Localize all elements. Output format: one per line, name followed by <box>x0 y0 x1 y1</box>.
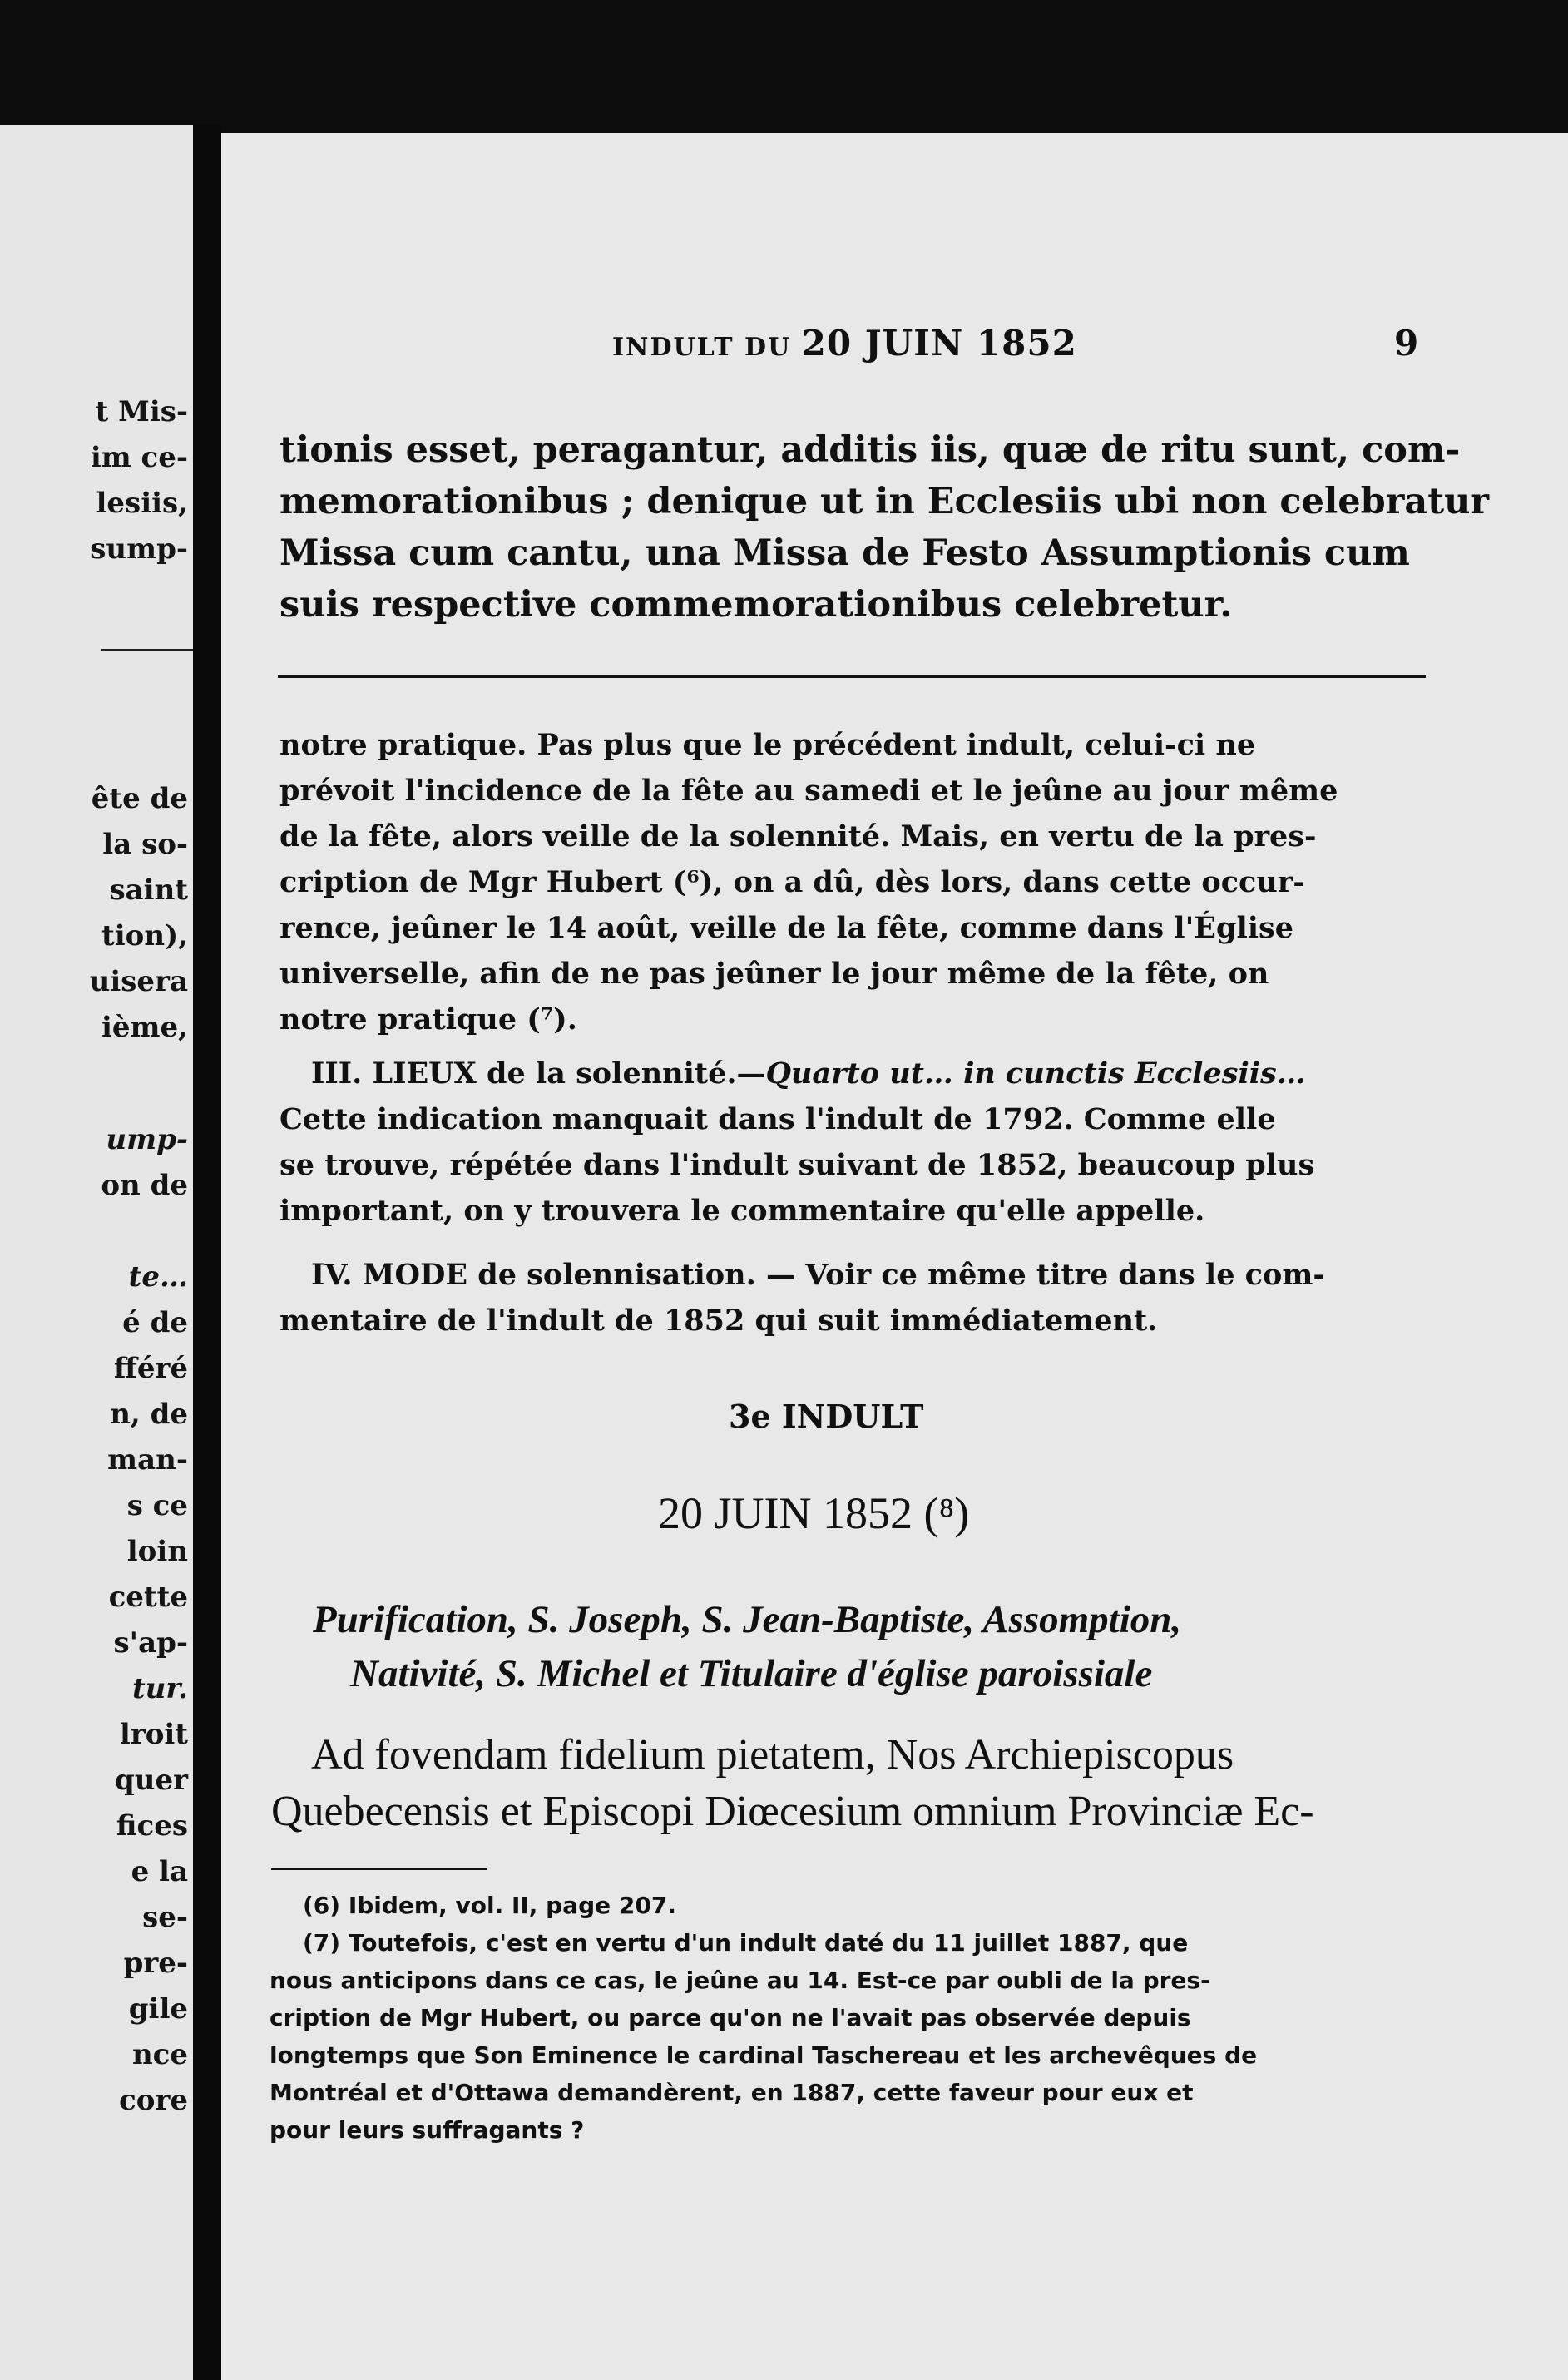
footnote-7-line: (7) Toutefois, c'est en vertu d'un indult daté du 11 juillet 1887, que <box>303 1929 1189 1957</box>
facing-line: pre- <box>123 1947 188 1980</box>
facing-line: é de <box>122 1306 188 1339</box>
section-IV-line: mentaire de l'indult de 1852 qui suit immédiatement. <box>279 1304 1158 1338</box>
facing-line: ête de <box>91 782 188 815</box>
facing-page-fragment <box>0 125 193 2380</box>
third-indult-date-text: 20 JUIN 1852 <box>658 1488 913 1538</box>
section-IV-line: IV. MODE de solennisation. — Voir ce même titre dans le com- <box>311 1258 1325 1292</box>
separator-rule <box>278 675 1426 678</box>
section-III-lead: III. LIEUX de la solennité.— <box>311 1056 766 1091</box>
indult-text-line: Ad fovendam fidelium pietatem, Nos Archiepiscopus <box>311 1731 1234 1779</box>
facing-line: loin <box>126 1535 188 1568</box>
footnote-6: (6) Ibidem, vol. II, page 207. <box>303 1892 676 1919</box>
facing-rule <box>101 649 193 651</box>
latin-line: suis respective commemorationibus celebretur. <box>279 584 1233 626</box>
third-indult-heading: 3e INDULT <box>729 1398 924 1435</box>
commentary-line: notre pratique (⁷). <box>279 1002 577 1037</box>
commentary-line: prévoit l'incidence de la fête au samedi et le jeûne au jour même <box>279 774 1338 808</box>
facing-line: gile <box>128 1992 188 2026</box>
commentary-line: rence, jeûner le 14 août, veille de la fête, comme dans l'Église <box>279 911 1294 945</box>
facing-line: fices <box>116 1809 188 1843</box>
feast-list-line: Nativité, S. Michel et Titulaire d'église paroissiale <box>350 1652 1153 1695</box>
section-III-heading <box>311 1051 1306 1096</box>
facing-line: s ce <box>126 1489 188 1522</box>
facing-line: t Mis- <box>95 395 188 428</box>
commentary-line: cription de Mgr Hubert (⁶), on a dû, dès lors, dans cette occur- <box>279 865 1305 899</box>
facing-line: quer <box>114 1764 188 1797</box>
facing-line: core <box>119 2084 188 2117</box>
facing-line: te… <box>128 1260 188 1294</box>
latin-line: Missa cum cantu, una Missa de Festo Assumptionis cum <box>279 532 1410 574</box>
facing-line: nce <box>131 2038 188 2071</box>
page-number: 9 <box>1394 323 1419 364</box>
facing-line: s'ap- <box>113 1626 188 1660</box>
facing-line: cette <box>108 1581 188 1614</box>
facing-line: lesiis, <box>96 487 188 520</box>
section-III-quote: Quarto ut… in cunctis Ecclesiis… <box>765 1056 1306 1091</box>
running-header-date: 20 JUIN 1852 <box>801 323 1077 364</box>
running-header <box>612 323 1077 364</box>
footnote-7-line: nous anticipons dans ce cas, le jeûne au 14. Est-ce par oubli de la pres- <box>270 1967 1210 1994</box>
facing-line: se- <box>142 1901 188 1934</box>
facing-line: la so- <box>102 828 188 861</box>
facing-line: e la <box>131 1855 188 1888</box>
footnote-rule <box>271 1868 487 1870</box>
running-header-title: INDULT DU <box>612 333 802 362</box>
facing-line: lroit <box>119 1718 188 1751</box>
footnote-7-line: Montréal et d'Ottawa demandèrent, en 1887, cette faveur pour eux et <box>270 2079 1194 2106</box>
feast-list-line: Purification, S. Joseph, S. Jean-Baptiste, Assomption, <box>313 1598 1182 1641</box>
facing-line: tion), <box>101 919 188 952</box>
facing-line: uisera <box>89 965 188 998</box>
facing-line: on de <box>101 1169 188 1202</box>
facing-line: tur. <box>131 1672 188 1705</box>
footnote-7-line: pour leurs suffragants ? <box>270 2116 585 2144</box>
book-gutter <box>193 125 221 2380</box>
footnote-7-line: cription de Mgr Hubert, ou parce qu'on ne l'avait pas observée depuis <box>270 2004 1191 2031</box>
commentary-line: universelle, afin de ne pas jeûner le jour même de la fête, on <box>279 957 1269 991</box>
footnote-7-line: longtemps que Son Eminence le cardinal Taschereau et les archevêques de <box>270 2041 1258 2069</box>
commentary-line: de la fête, alors veille de la solennité. Mais, en vertu de la pres- <box>279 819 1317 854</box>
facing-line: sump- <box>90 532 188 566</box>
third-indult-date-note: (⁸) <box>923 1488 970 1538</box>
facing-line: saint <box>109 873 188 907</box>
facing-line: fféré <box>113 1352 188 1385</box>
third-indult-date <box>658 1487 969 1539</box>
facing-line: n, de <box>110 1398 188 1431</box>
commentary-line: notre pratique. Pas plus que le précédent indult, celui-ci ne <box>279 728 1256 762</box>
section-III-line: Cette indication manquait dans l'indult de 1792. Comme elle <box>279 1102 1276 1136</box>
book-page <box>221 133 1568 2380</box>
indult-text-line: Quebecensis et Episcopi Diœcesium omnium Provinciæ Ec- <box>271 1788 1314 1835</box>
latin-line: memorationibus ; denique ut in Ecclesiis ubi non celebratur <box>279 481 1490 522</box>
section-III-line: se trouve, répétée dans l'indult suivant de 1852, beaucoup plus <box>279 1148 1315 1182</box>
facing-line: man- <box>107 1443 188 1477</box>
facing-line: ième, <box>101 1011 188 1044</box>
section-III-line: important, on y trouvera le commentaire qu'elle appelle. <box>279 1194 1205 1228</box>
facing-line: ump- <box>106 1123 188 1156</box>
facing-line: im ce- <box>90 441 188 474</box>
latin-line: tionis esset, peragantur, additis iis, quæ de ritu sunt, com- <box>279 429 1461 471</box>
